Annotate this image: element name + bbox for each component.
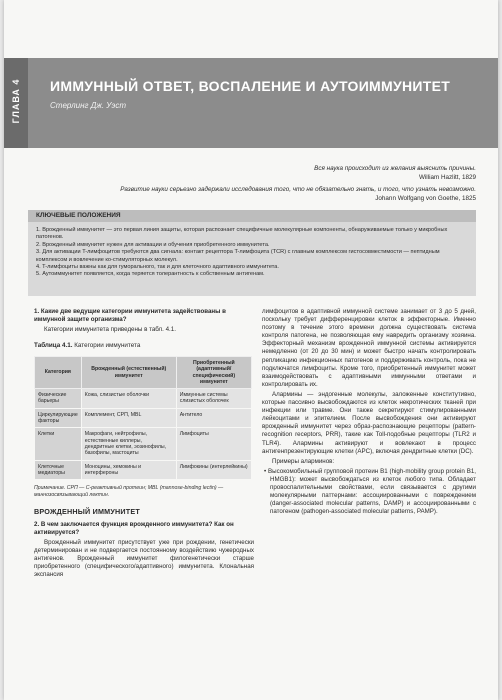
table-cell: Лимфокины (интерлейкины) [176, 460, 251, 480]
table-row [35, 408, 252, 428]
key-points-header [28, 210, 476, 222]
book-page [4, 0, 498, 700]
table-cell: Антитело [176, 408, 251, 428]
table-cell: Клеточные медиаторы [35, 460, 82, 480]
chapter-tab [4, 58, 28, 148]
epigraph-1 [314, 164, 476, 182]
table-header-row [35, 357, 252, 389]
epigraph-quote: Вся наука происходит из желания выяснить причины. [314, 165, 476, 172]
chapter-tab-label: ГЛАВА 4 [11, 78, 21, 124]
question-1 [34, 308, 254, 324]
question-text: Какие две ведущие категории иммунитета задействованы в иммунной защите организма? [34, 308, 226, 323]
table-cell: Лимфоциты [176, 428, 251, 460]
body-paragraph: лимфоцитов в адаптивной иммунной системе занимает от 3 до 5 дней, поскольку требует дифференцировки клеток в эффекторные. Именно поэтому в течение этого времени должна существовать система контроля патогена, не позволяющая ему навредить организму хозяина. Эффекторный механизм врожденной иммунной системы активируется немедленно (от 20 до 30 мин) и может быстро начать контролировать репликацию инфекционных патогенов и поддерживать контроль, пока не подключатся лимфоциты. Кроме того, приобретенный иммунитет может взаимодействовать с адаптивными иммунными ответами и контролировать их. [262, 308, 476, 388]
body-paragraph: Алармины — эндогенные молекулы, заложенные конститутивно, которые пассивно высвобождаются из клеток некротических тканей при инфекции или травме. Они также секретируют стимулированными лейкоцитами и эпителием. После высвобождения они активируют врожденный иммунитет через образ-распознающие рецепторы (pattern-recognition receptors, PRR), такие как Toll-подобные рецепторы (TLR2 и TLR4). Алармины активируют и вовлекают в процесс антигенпрезентирующие клетки (APC), включая дендритные клетки (DC). [262, 390, 476, 455]
table-header-cell: Категория [35, 357, 82, 389]
table-note: Примечание. СРП — С-реактивный протеин; MBL (mannose-binding lectin) — маннозосвязывающий лектин. [34, 485, 224, 498]
epigraph-author: William Hazlitt, 1829 [418, 174, 476, 181]
body-paragraph: Примеры аларминов: [272, 457, 335, 465]
table-label: Таблица 4.1. [34, 342, 73, 349]
immunity-table [34, 356, 252, 480]
table-cell: Физические барьеры [35, 389, 82, 409]
chapter-title: ИММУННЫЙ ОТВЕТ, ВОСПАЛЕНИЕ И АУТОИММУНИТЕТ [50, 78, 451, 94]
table-cell: Иммунные системы слизистых оболочек [176, 389, 251, 409]
epigraph-author: Johann Wolfgang von Goethe, 1825 [375, 195, 476, 202]
key-points-box [28, 210, 476, 296]
question-text: В чем заключается функция врожденного иммунитета? Как он активируется? [34, 521, 234, 537]
section-heading: ВРОЖДЕННЫЙ ИММУНИТЕТ [34, 507, 140, 517]
answer-paragraph: Врожденный иммунитет присутствует уже при рождении, генетически детерминирован и не подвергается постоянному воздействию чужеродных антигенов. Врожденный иммунитет филогенетически старше приобретенного (специфического/адаптивного) иммунитета. Клональная экспансия [34, 539, 254, 579]
table-cell: Кожа, слизистые оболочки [81, 389, 176, 409]
table-title: Категории иммунитета [74, 342, 141, 349]
chapter-author: Стерлинг Дж. Уэст [50, 101, 126, 110]
table-cell: Циркулирующие факторы [35, 408, 82, 428]
table-cell: Комплемент, СРП, MBL [81, 408, 176, 428]
key-point-item: 1. Врожденный иммунитет — это первая линия защиты, которая распознает специфичные молекулярные компоненты, обнаруживаемые только у микробных патогенов. [36, 227, 448, 241]
bullet-paragraph: • Высокомобильный групповой протеин B1 (high-mobility group protein B1, HMGB1): может высвобождаться из клеток любого типа. Обладает провоспалительными свойствами, если связывается с другими молекулярными паттернами: ассоциированными с повреждением (danger-associated molecular patterns, DAMP) и ассоциированными с патогеном (pathogen-associated molecular patterns, PAMP). [264, 467, 476, 516]
key-point-item: 2. Врожденный иммунитет нужен для активации и обучения приобретенного иммунитета. [36, 241, 270, 248]
key-point-item: 3. Для активации T-лимфоцитов требуются два сигнала: контакт рецептора T-лимфоцита (TCR) с главным комплексом гистосовместимости — пептидным комплексом и вовлечение ко-стимуляторных молекул. [36, 249, 440, 263]
epigraph-2 [86, 185, 476, 203]
question-number: 1. [34, 308, 40, 315]
table-cell: Клетки [35, 428, 82, 460]
key-points-heading: КЛЮЧЕВЫЕ ПОЛОЖЕНИЯ [36, 212, 121, 219]
table-row [35, 428, 252, 460]
table-cell: Моноцины, хемокины и интерфероны [81, 460, 176, 480]
key-points-list [36, 227, 468, 279]
table-header-cell: Врожденный (естественный) иммунитет [81, 357, 176, 389]
key-point-item: 5. Аутоиммунитет появляется, когда теряется толерантность к собственным антигенам. [36, 271, 265, 278]
left-column [34, 308, 254, 579]
answer-paragraph: Категории иммунитета приведены в табл. 4.1. [44, 326, 176, 333]
table-caption [34, 342, 254, 350]
table-row [35, 460, 252, 480]
question-number: 2. [34, 521, 40, 529]
table-row [35, 389, 252, 409]
table-header-cell: Приобретенный (адаптивный/специфический) иммунитет [176, 357, 251, 389]
right-column [262, 308, 476, 516]
table-cell: Макрофаги, нейтрофилы, естественные киллеры, дендритные клетки, эозинофилы, базофилы, мастоциты [81, 428, 176, 460]
epigraph-quote: Развитие науки серьезно задержали исследования того, что не обязательно знать, и того, что узнать невозможно. [120, 186, 476, 193]
question-2 [34, 521, 254, 537]
key-point-item: 4. T-лимфоциты важны как для гуморального, так и для клеточного адаптивного иммунитета. [36, 264, 279, 271]
